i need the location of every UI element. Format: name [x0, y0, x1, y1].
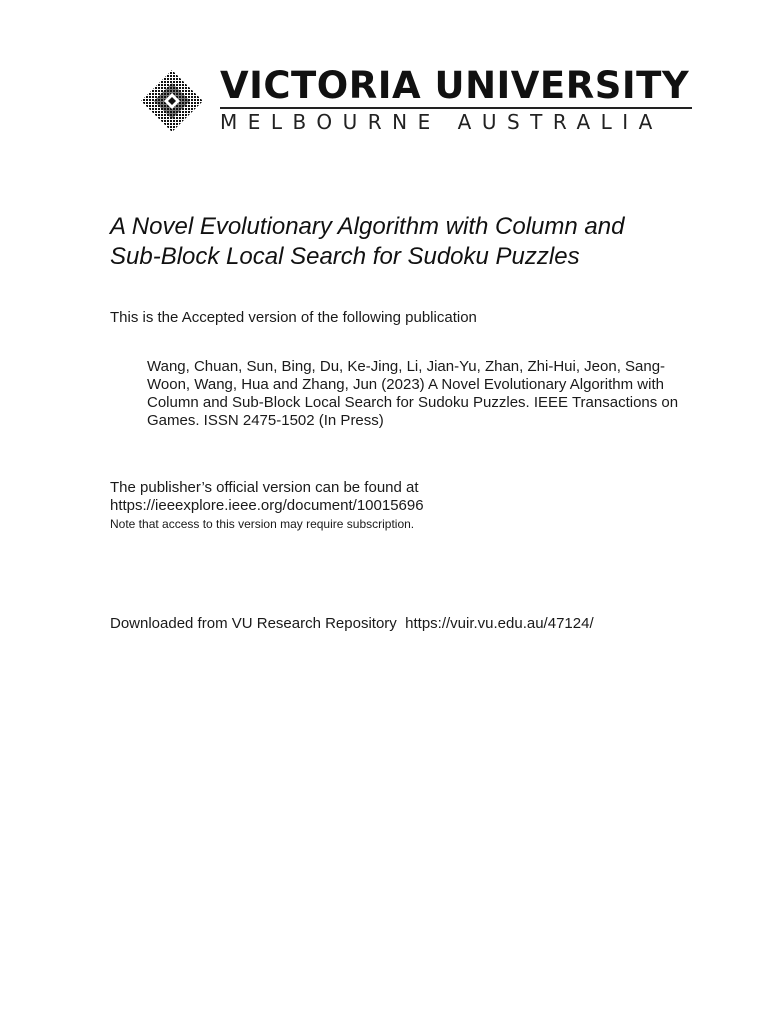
- publisher-line: The publisher’s official version can be found at: [110, 479, 419, 496]
- diamond-logo-icon: [140, 69, 204, 133]
- title-line-2: Sub-Block Local Search for Sudoku Puzzles: [110, 243, 580, 270]
- download-label: Downloaded from VU Research Repository: [110, 615, 397, 632]
- publisher-url-link[interactable]: https://ieeexplore.ieee.org/document/10015696: [110, 497, 424, 514]
- university-name: VICTORIA UNIVERSITY: [220, 64, 690, 107]
- accepted-version-note: This is the Accepted version of the following publication: [110, 309, 477, 326]
- publisher-section: [110, 479, 670, 532]
- publication-title: [110, 212, 710, 272]
- subscription-note: Note that access to this version may require subscription.: [110, 517, 415, 531]
- university-location: MELBOURNE AUSTRALIA: [220, 110, 663, 134]
- title-line-1: A Novel Evolutionary Algorithm with Column and: [110, 213, 625, 240]
- download-line: [110, 614, 710, 634]
- repository-url-link[interactable]: https://vuir.vu.edu.au/47124/: [405, 615, 594, 632]
- header-rule: [220, 107, 692, 109]
- citation: Wang, Chuan, Sun, Bing, Du, Ke-Jing, Li, Jian-Yu, Zhan, Zhi-Hui, Jeon, Sang-Woon, Wang, Hua and Zhang, Jun (2023) A Novel Evolutionary Algorithm with Column and Sub-Block Local Search for Sudoku Puzzles. IEEE Transactions on Games. ISSN 2475-1502 (In Press): [147, 358, 679, 429]
